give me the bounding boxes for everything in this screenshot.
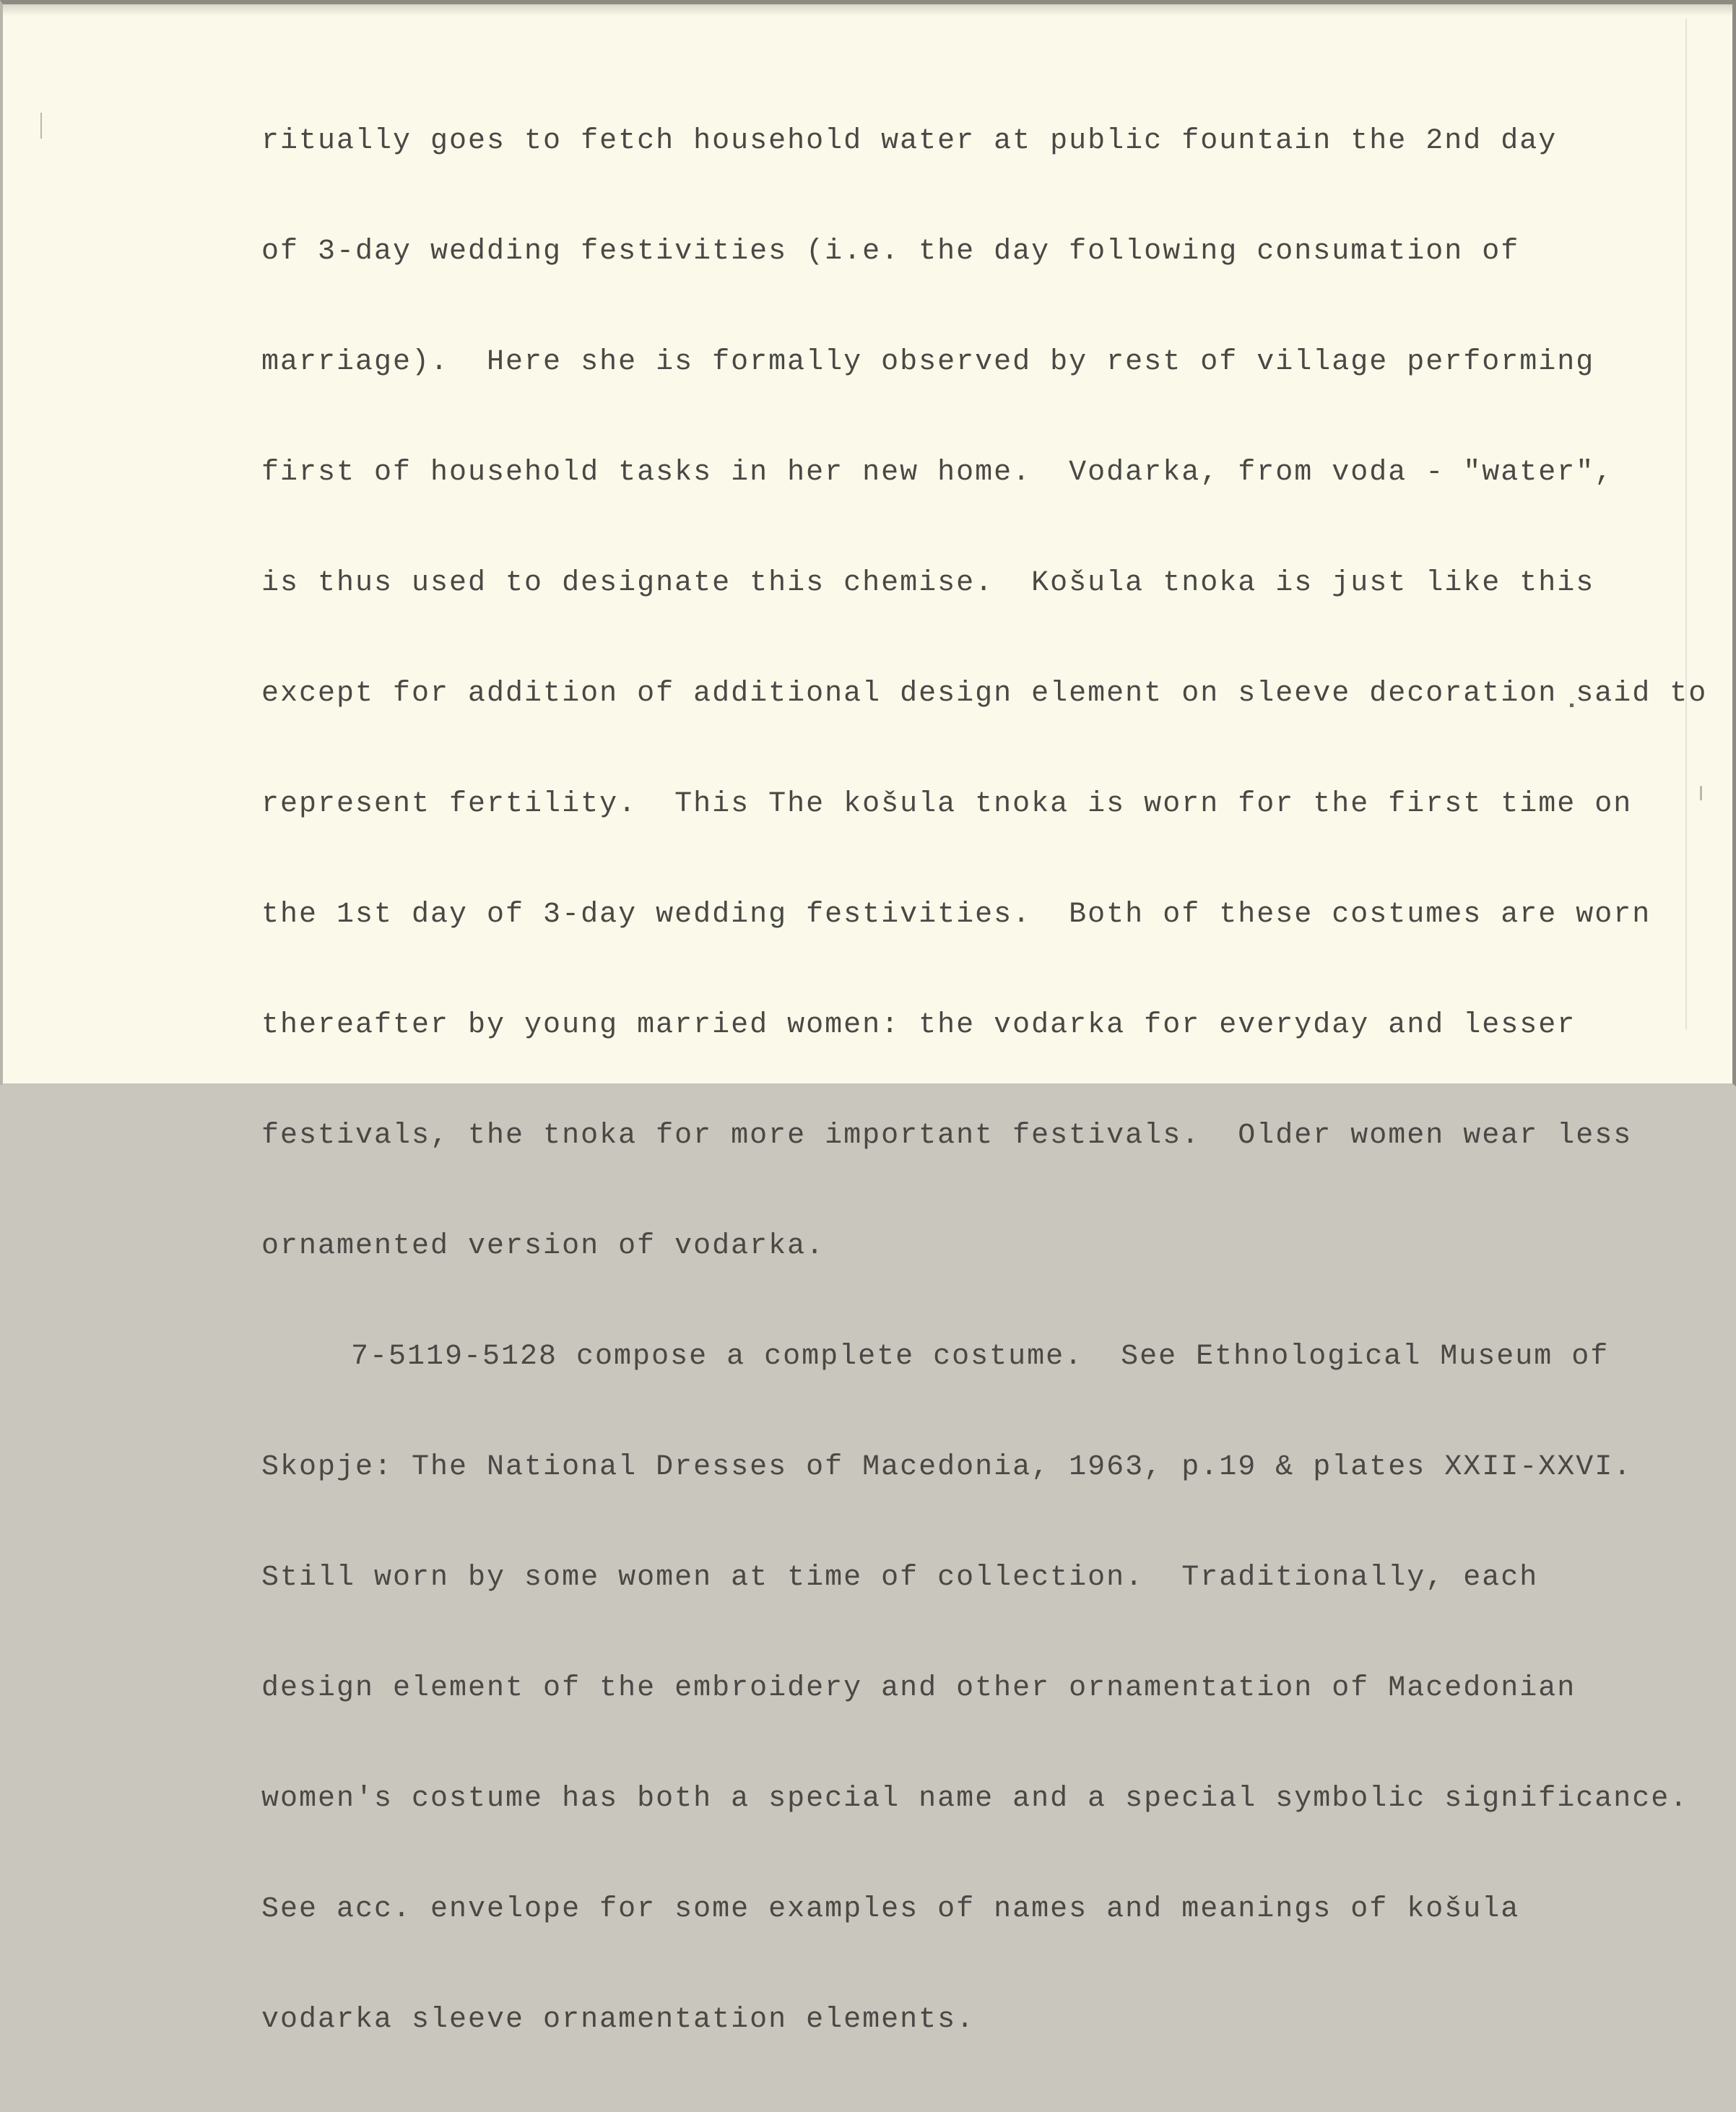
text-line: except for addition of additional design element on sleeve decoration said to [261, 678, 1708, 710]
text-line: festivals, the tnoka for more important festivals. Older women wear less [261, 1120, 1633, 1152]
text-line: represent fertility. This The košula tnoka is worn for the first time on [261, 788, 1633, 821]
text-line: women's costume has both a special name and a special symbolic significance. [261, 1783, 1689, 1815]
text-line: is thus used to designate this chemise. Košula tnoka is just like this [261, 567, 1595, 600]
typed-text-block [261, 49, 1707, 2112]
text-line: ornamented version of vodarka. [261, 1230, 825, 1263]
card-top-edge [3, 4, 1732, 16]
text-line: See acc. envelope for some examples of names and meanings of košula [261, 1893, 1520, 1926]
text-line: Skopje: The National Dresses of Macedonia, 1963, p.19 & plates XXII-XXVI. [261, 1451, 1633, 1484]
text-line: ritually goes to fetch household water at public fountain the 2nd day [261, 125, 1558, 157]
margin-mark [40, 113, 42, 139]
text-line: thereafter by young married women: the vodarka for everyday and lesser [261, 1009, 1576, 1042]
text-line: design element of the embroidery and other ornamentation of Macedonian [261, 1672, 1576, 1705]
text-line: the 1st day of 3-day wedding festivities. Both of these costumes are worn [261, 899, 1652, 931]
text-line: marriage). Here she is formally observed by rest of village performing [261, 346, 1595, 378]
paragraph-start-line: 7-5119-5128 compose a complete costume. See Ethnological Museum of [351, 1341, 1610, 1373]
text-line: Still worn by some women at time of collection. Traditionally, each [261, 1562, 1539, 1594]
text-line: vodarka sleeve ornamentation elements. [261, 2004, 976, 2036]
text-line: first of household tasks in her new home. Vodarka, from voda - "water", [261, 456, 1614, 489]
text-line: of 3-day wedding festivities (i.e. the day following consumation of [261, 235, 1520, 268]
